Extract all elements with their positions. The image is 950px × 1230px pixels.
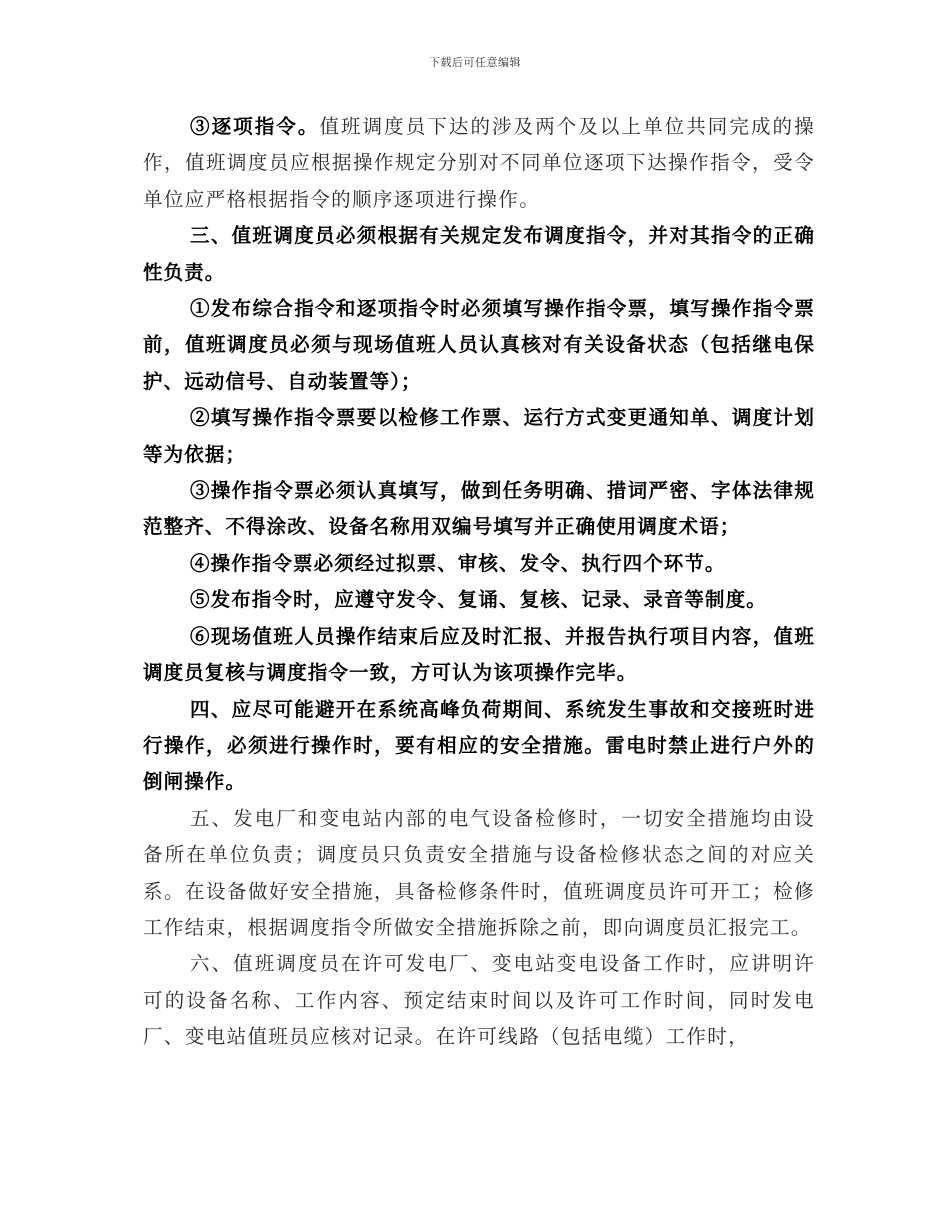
list-item-3: ③操作指令票必须认真填写，做到任务明确、措词严密、字体法律规范整齐、不得涂改、设备名称用双编号填写并正确使用调度术语； bbox=[143, 479, 815, 539]
document-body bbox=[143, 109, 815, 1056]
section-five-paragraph: 五、发电厂和变电站内部的电气设备检修时，一切安全措施均由设备所在单位负责；调度员只负责安全措施与设备检修状态之间的对应关系。在设备做好安全措施，具备检修条件时，值班调度员许可开工；检修工作结束，根据调度指令所做安全措施拆除之前，即向调度员汇报完工。 bbox=[143, 806, 815, 939]
section-four-paragraph: 四、应尽可能避开在系统高峰负荷期间、系统发生事故和交接班时进行操作，必须进行操作时，要有相应的安全措施。雷电时禁止进行户外的倒闸操作。 bbox=[143, 697, 815, 794]
paragraph-item-by-item-instruction bbox=[143, 109, 815, 218]
page-header: 下载后可任意编辑 bbox=[429, 56, 521, 69]
list-item-4: ④操作指令票必须经过拟票、审核、发令、执行四个环节。 bbox=[190, 551, 726, 575]
list-item-1: ①发布综合指令和逐项指令时必须填写操作指令票，填写操作指令票前，值班调度员必须与现场值班人员认真核对有关设备状态（包括继电保护、远动信号、自动装置等）； bbox=[143, 297, 815, 393]
section-three-heading: 三、值班调度员必须根据有关规定发布调度指令，并对其指令的正确性负责。 bbox=[143, 224, 815, 284]
paragraph-lead: ③逐项指令。 bbox=[190, 115, 320, 138]
list-item-5: ⑤发布指令时，应遵守发令、复诵、复核、记录、录音等制度。 bbox=[190, 588, 767, 612]
list-item-2: ②填写操作指令票要以检修工作票、运行方式变更通知单、调度计划等为依据； bbox=[143, 406, 815, 466]
paragraph-text: 值班调度员下达的涉及两个及以上单位共同完成的操作，值班调度员应根据操作规定分别对不同单位逐项下达操作指令，受令单位应严格根据指令的顺序逐项进行操作。 bbox=[143, 115, 815, 211]
list-item-6: ⑥现场值班人员操作结束后应及时汇报、并报告执行项目内容，值班调度员复核与调度指令一致，方可认为该项操作完毕。 bbox=[143, 624, 815, 685]
section-six-paragraph: 六、值班调度员在许可发电厂、变电站变电设备工作时，应讲明许可的设备名称、工作内容、预定结束时间以及许可工作时间，同时发电厂、变电站值班员应核对记录。在许可线路（包括电缆）工作时， bbox=[143, 952, 815, 1049]
